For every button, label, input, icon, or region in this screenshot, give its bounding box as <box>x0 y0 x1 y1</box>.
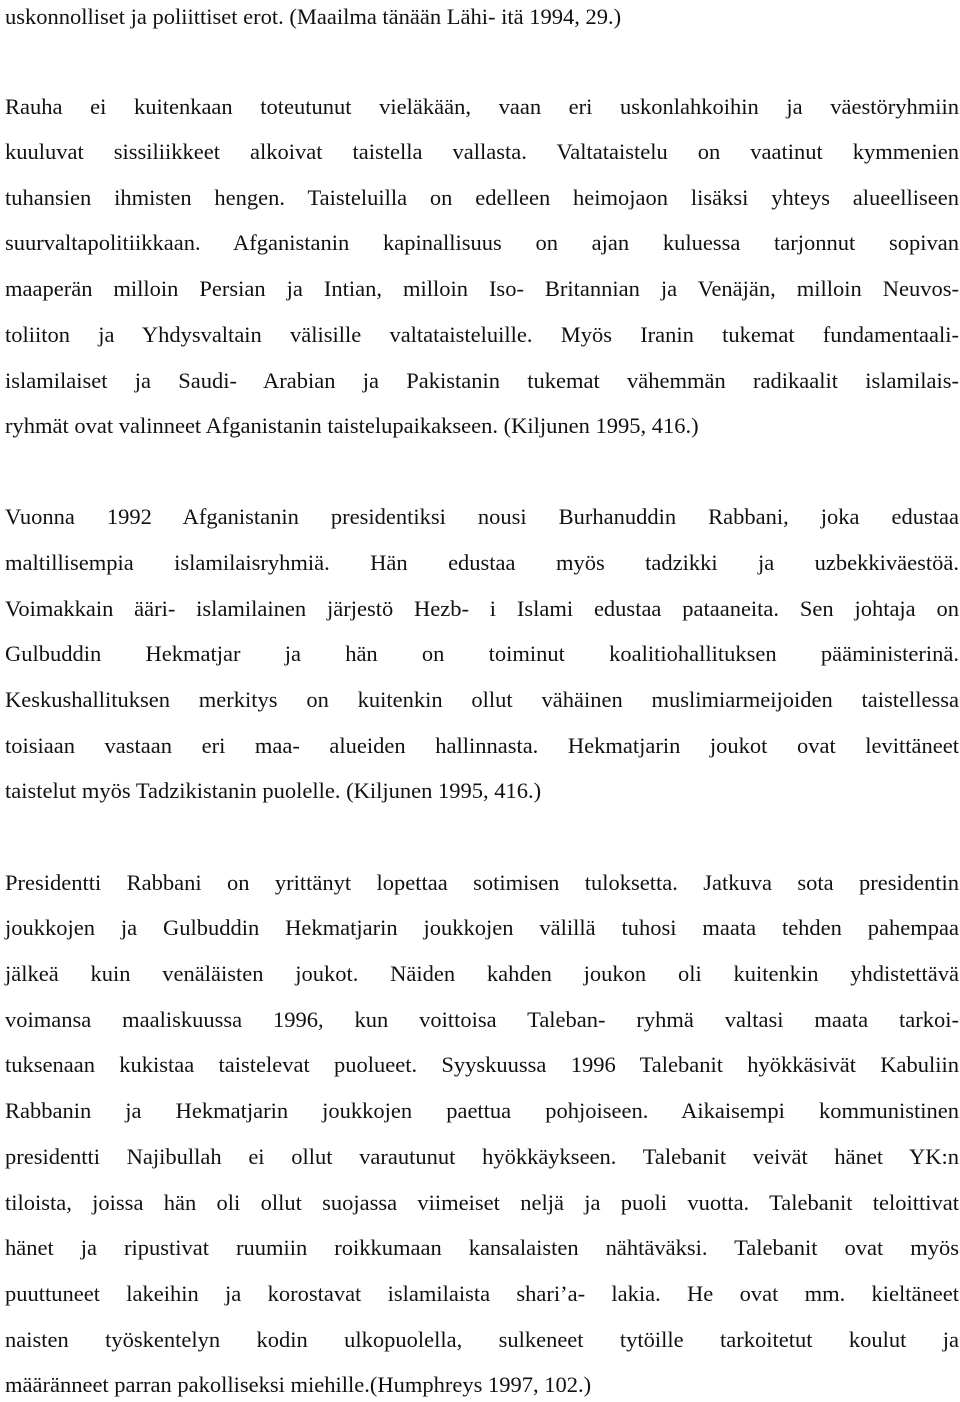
text-line: ryhmät ovat valinneet Afganistanin taistelupaikakseen. (Kiljunen 1995, 416.) <box>5 413 699 438</box>
text-line: maaperän milloin Persian ja Intian, milloin Iso- Britannian ja Venäjän, milloin Neuvos- <box>5 276 959 301</box>
text-line: tuhansien ihmisten hengen. Taisteluilla on edelleen heimojaon lisäksi yhteys alueelliseen <box>5 185 959 210</box>
text-line: uskonnolliset ja poliittiset erot. (Maailma tänään Lähi- itä 1994, 29.) <box>5 4 622 29</box>
text-line: naisten työskentelyn kodin ulkopuolella, sulkeneet tytöille tarkoitetut koulut ja <box>5 1327 959 1352</box>
text-line: Gulbuddin Hekmatjar ja hän on toiminut koalitiohallituksen pääministerinä. <box>5 641 959 666</box>
text-line: taistelut myös Tadzikistanin puolelle. (Kiljunen 1995, 416.) <box>5 778 542 803</box>
text-line: kuuluvat sissiliikkeet alkoivat taistella vallasta. Valtataistelu on vaatinut kymmenien <box>5 139 959 164</box>
text-line: islamilaiset ja Saudi- Arabian ja Pakistanin tukemat vähemmän radikaalit islamilais- <box>5 368 959 393</box>
text-line: Rauha ei kuitenkaan toteutunut vieläkään, vaan eri uskonlahkoihin ja väestöryhmiin <box>5 94 959 119</box>
text-line: Rabbanin ja Hekmatjarin joukkojen paettua pohjoiseen. Aikaisempi kommunistinen <box>5 1098 959 1123</box>
text-line: Keskushallituksen merkitys on kuitenkin ollut vähäinen muslimiarmeijoiden taistellessa <box>5 687 959 712</box>
text-line: presidentti Najibullah ei ollut varautunut hyökkäykseen. Talebanit veivät hänet YK:n <box>5 1144 959 1169</box>
text-line: toisiaan vastaan eri maa- alueiden hallinnasta. Hekmatjarin joukot ovat levittäneet <box>5 733 959 758</box>
text-line: Voimakkain ääri- islamilainen järjestö Hezb- i Islami edustaa pataaneita. Sen johtaja on <box>5 596 959 621</box>
text-line: toliiton ja Yhdysvaltain välisille valtataisteluille. Myös Iranin tukemat fundamentaali- <box>5 322 959 347</box>
text-line: voimansa maaliskuussa 1996, kun voittoisa Taleban- ryhmä valtasi maata tarkoi- <box>5 1007 959 1032</box>
text-line: joukkojen ja Gulbuddin Hekmatjarin joukkojen välillä tuhosi maata tehden pahempaa <box>5 915 959 940</box>
text-line: suurvaltapolitiikkaan. Afganistanin kapinallisuus on ajan kuluessa tarjonnut sopivan <box>5 230 959 255</box>
text-line: tuksenaan kukistaa taistelevat puolueet. Syyskuussa 1996 Talebanit hyökkäsivät Kabuliin <box>5 1052 959 1077</box>
text-line: tiloista, joissa hän oli ollut suojassa viimeiset neljä ja puoli vuotta. Talebanit teloittivat <box>5 1190 959 1215</box>
text-line: Vuonna 1992 Afganistanin presidentiksi nousi Burhanuddin Rabbani, joka edustaa <box>5 504 959 529</box>
text-line: hänet ja ripustivat ruumiin roikkumaan kansalaisten nähtäväksi. Talebanit ovat myös <box>5 1235 959 1260</box>
text-line: jälkeä kuin venäläisten joukot. Näiden kahden joukon oli kuitenkin yhdistettävä <box>5 961 959 986</box>
text-line: maltillisempia islamilaisryhmiä. Hän edustaa myös tadzikki ja uzbekkiväestöä. <box>5 550 959 575</box>
text-line: määränneet parran pakolliseksi miehille.(Humphreys 1997, 102.) <box>5 1372 592 1397</box>
text-line: Presidentti Rabbani on yrittänyt lopettaa sotimisen tuloksetta. Jatkuva sota presidentin <box>5 870 959 895</box>
text-line: puuttuneet lakeihin ja korostavat islamilaista shari’a- lakia. He ovat mm. kieltäneet <box>5 1281 959 1306</box>
